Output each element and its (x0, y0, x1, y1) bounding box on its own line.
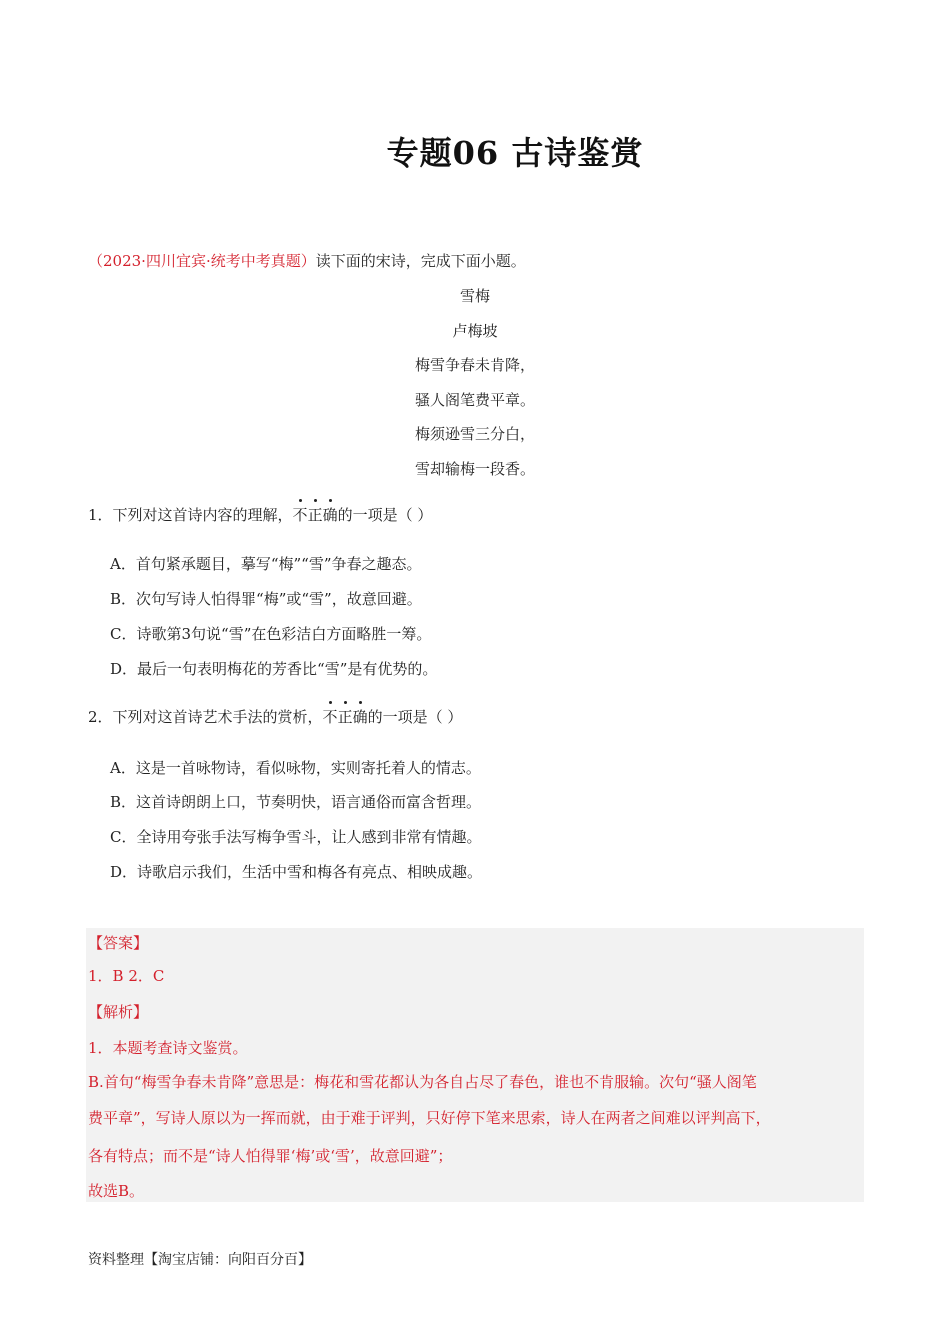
analysis-line: 费平章”，写诗人原以为一挥而就，由于难于评判，只好停下笔来思索，诗人在两者之间难以评判高下， (88, 1109, 771, 1127)
question-text: 的一项是（ ） (367, 708, 463, 726)
poem-title: 雪梅 (459, 287, 490, 305)
question-2-option-b: B．这首诗朗朗上口，节奏明快，语言通俗而富含哲理。 (110, 793, 482, 811)
poem-line: 梅须逊雪三分白， (414, 425, 535, 443)
analysis-line: 故选B。 (88, 1182, 145, 1200)
question-text: 1．下列对这首诗内容的理解， (88, 506, 293, 524)
analysis-label: 【解析】 (88, 1003, 149, 1021)
question-text: 2．下列对这首诗艺术手法的赏析， (88, 708, 323, 726)
answer-label: 【答案】 (88, 934, 149, 952)
question-intro (88, 250, 526, 272)
poem-line: 骚人阁笔费平章。 (414, 390, 535, 409)
analysis-line: B.首句“梅雪争春未肯降”意思是：梅花和雪花都认为各自占尽了春色，谁也不肯服输。次句“骚人阁笔 (88, 1073, 757, 1091)
emphasis-char: 正 (307, 506, 323, 524)
source-tag: （2023·四川宜宾·统考中考真题） (88, 252, 316, 270)
question-2-option-a: A．这是一首咏物诗，看似咏物，实则寄托着人的情志。 (110, 759, 481, 777)
emphasis-char: 正 (337, 708, 353, 726)
analysis-line: 各有特点；而不是“诗人怕得罪‘梅’或‘雪’，故意回避”； (88, 1147, 453, 1165)
question-1-option-a: A．首句紧承题目，摹写“梅”“雪”争春之趣态。 (110, 555, 422, 573)
poem-line: 雪却输梅一段香。 (414, 459, 535, 478)
question-text: 的一项是（ ） (337, 506, 433, 524)
poem-line: 梅雪争春未肯降， (414, 356, 535, 374)
question-2-option-c: C．全诗用夸张手法写梅争雪斗，让人感到非常有情趣。 (110, 828, 482, 846)
question-2-option-d: D．诗歌启示我们，生活中雪和梅各有亮点、相映成趣。 (110, 863, 483, 881)
page-title: 专题06 古诗鉴赏 (386, 134, 644, 172)
analysis-line: 1．本题考查诗文鉴赏。 (88, 1039, 248, 1057)
question-1-stem (88, 504, 432, 526)
question-1-option-c: C．诗歌第3句说“雪”在色彩洁白方面略胜一筹。 (110, 625, 432, 643)
emphasis-char: 确 (322, 506, 338, 524)
question-1-option-d: D．最后一句表明梅花的芳香比“雪”是有优势的。 (110, 660, 438, 678)
emphasis-char: 不 (292, 506, 308, 524)
question-2-stem (88, 706, 462, 728)
poem-author: 卢梅坡 (452, 321, 498, 340)
emphasis-char: 确 (352, 708, 368, 726)
question-1-option-b: B．次句写诗人怕得罪“梅”或“雪”，故意回避。 (110, 590, 422, 608)
intro-text: 读下面的宋诗，完成下面小题。 (315, 252, 526, 270)
emphasis-char: 不 (322, 708, 338, 726)
poem (0, 284, 950, 491)
footer-note: 资料整理【淘宝店铺：向阳百分百】 (88, 1252, 312, 1268)
answer-text: 1．B 2．C (88, 967, 165, 985)
